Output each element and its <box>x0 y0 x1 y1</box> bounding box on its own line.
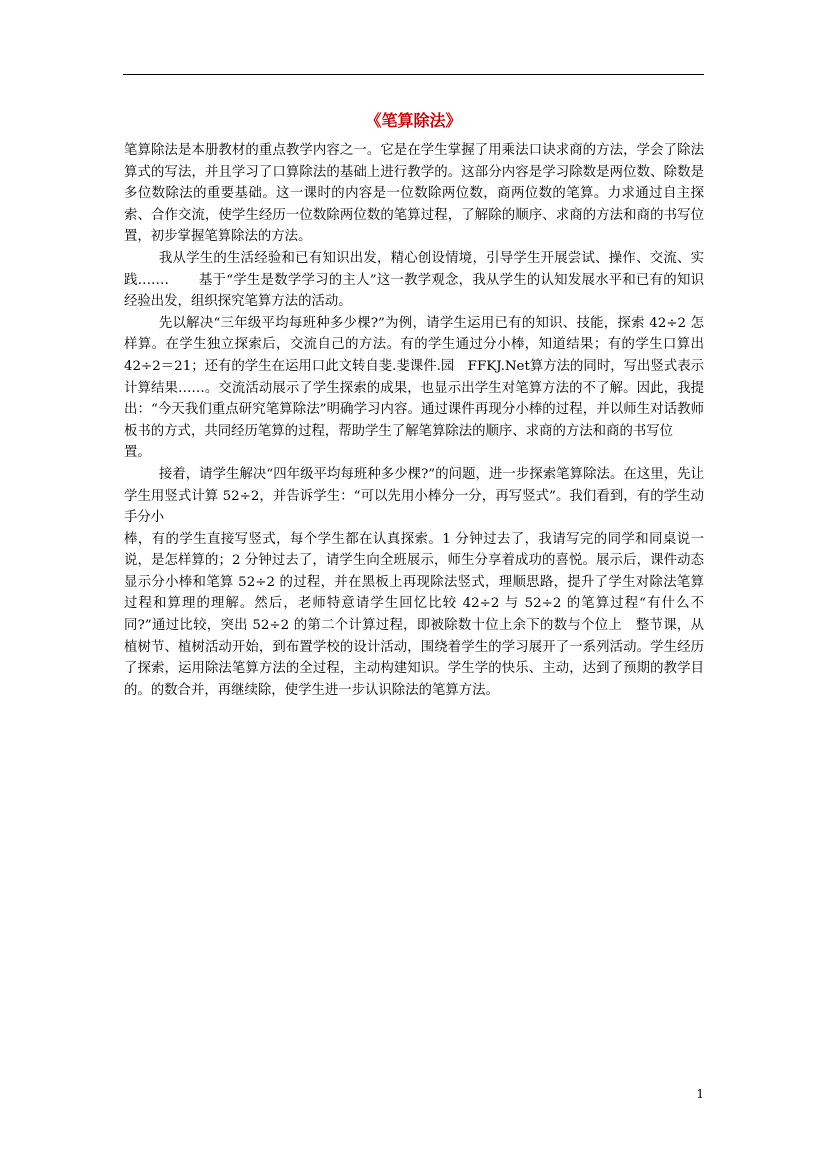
paragraph-example-one: 先以解决“三年级平均每班种多少棵?”为例，请学生运用已有的知识、技能，探索 42÷2 怎样算。在学生独立探索后，交流自己的方法。有的学生通过分小棒，知道结果；有的学生口算出 42÷2＝21；还有的学生在运用口此文转自斐.斐课件.园 FFKJ.Net算方法的同时，写出竖式表示计算结果……。交流活动展示了学生探索的成果，也显示出学生对笔算方法的不了解。因此，我提出：“今天我们重点研究笔算除法”明确学习内容。通过课件再现分小棒的过程，并以师生对话教师板书的方式，共同经历笔算的过程，帮助学生了解笔算除法的顺序、求商的方法和商的书写位 <box>124 315 704 439</box>
page-number: 1 <box>696 1087 704 1101</box>
paragraph-intro: 笔算除法是本册教材的重点教学内容之一。它是在学生掌握了用乘法口诀求商的方法，学会了除法算式的写法，并且学习了口算除法的基础上进行教学的。这部分内容是学习除数是两位数、除数是多位数除法的重要基础。这一课时的内容是一位数除两位数，商两位数的笔算。力求通过自主探索、合作交流，使学生经历一位数除两位数的笔算过程，了解除的顺序、求商的方法和商的书写位置，初步掌握笔算除法的方法。 <box>124 143 704 245</box>
document-body <box>124 140 704 701</box>
paragraph-example-two: 接着，请学生解决“四年级平均每班种多少棵?”的问题，进一步探索笔算除法。在这里，先让学生用竖式计算 52÷2，并告诉学生：“可以先用小棒分一分，再写竖式”。我们看到，有的学生动手分小 <box>124 466 704 526</box>
paragraph-summary: 棒，有的学生直接写竖式，每个学生都在认真探索。1 分钟过去了，我请写完的同学和同桌说一说，是怎样算的；2 分钟过去了，请学生向全班展示，师生分享着成功的喜悦。展示后，课件动态显示分小棒和笔算 52÷2 的过程，并在黑板上再现除法竖式，理顺思路，提升了学生对除法笔算过程和算理的理解。然后，老师特意请学生回忆比较 42÷2 与 52÷2 的笔算过程“有什么不同?”通过比较，突出 52÷2 的第二个计算过程，即被除数十位上余下的数与个位上 整节课，从植树节、植树活动开始，到布置学校的设计活动，围绕着学生的学习展开了一系列活动。学生经历了探索，运用除法笔算方法的全过程，主动构建知识。学生学的快乐、主动，达到了预期的教学目的。的数合并，再继续除，使学生进一步认识除法的笔算方法。 <box>124 531 704 698</box>
document-title: 《笔算除法》 <box>365 111 462 130</box>
header-rule <box>123 74 704 75</box>
paragraph-example-one-end: 置。 <box>124 445 151 461</box>
paragraph-approach: 我从学生的生活经验和已有知识出发，精心创设情境，引导学生开展尝试、操作、交流、实践……． 基于“学生是数学学习的主人”这一教学观念，我从学生的认知发展水平和已有的知识经验出发，组织探究笔算方法的活动。 <box>124 250 704 310</box>
